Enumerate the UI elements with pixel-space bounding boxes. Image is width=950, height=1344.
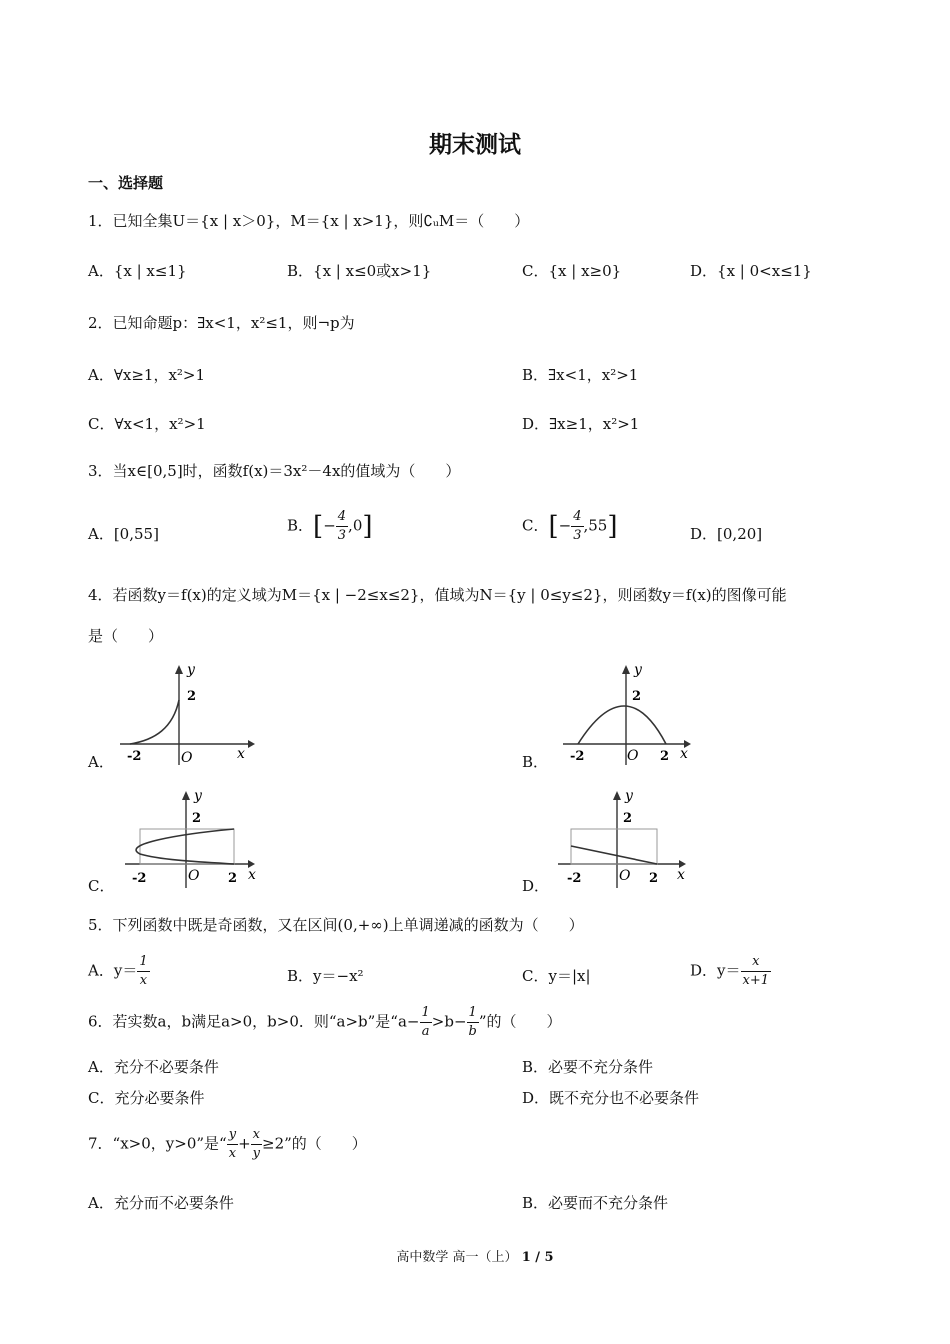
q3-b-den: 3 [337,528,347,543]
q3-option-b-label: B． [287,516,314,535]
q6-num-2: 1 [467,1004,479,1023]
q7-pre: 7．“x>0，y>0”是“ [88,1134,227,1153]
graph-b [558,660,698,770]
graph-b-y-label: y [634,662,642,678]
section-heading: 一、选择题 [88,174,164,192]
q7-num-1: y [227,1126,238,1145]
graph-d-2x-label: 2 [649,871,659,886]
q3-c-right: ,55 [583,516,608,535]
graph-b-2x-label: 2 [660,749,670,764]
q5-a-label: A． [88,961,114,980]
q5-a-num: 1 [137,953,149,972]
q6-mid: >b− [431,1012,467,1031]
graph-b-origin: O [627,748,639,764]
q5-d-num: x [741,953,772,972]
graph-d-2-label: 2 [623,811,633,826]
q5-a-fraction [137,953,149,990]
graph-c-neg2: -2 [132,871,147,886]
q6-option-b: B．必要不充分条件 [522,1058,654,1076]
q7-option-a: A．充分而不必要条件 [88,1194,234,1212]
q6-frac-1 [420,1004,432,1041]
q6-option-d: D．既不充分也不必要条件 [522,1089,700,1107]
graph-c-y-label: y [194,788,202,804]
graph-a-neg2: -2 [127,749,142,764]
graph-d-y-label: y [625,788,633,804]
question-4: 4．若函数y＝f(x)的定义域为M＝{x | −2≤x≤2}，值域为N＝{y | 0≤y≤2}，则函数y＝f(x)的图像可能 [88,586,787,604]
graph-c-x-label: x [248,867,256,883]
q5-option-d [690,953,771,990]
q3-option-c-label: C． [522,516,549,535]
q2-option-c: C．∀x<1，x²>1 [88,415,206,433]
q4-option-b: B． [522,753,549,771]
graph-a-2-label: 2 [187,689,197,704]
footer-course: 高中数学 高一（上） [396,1250,518,1265]
graph-a-origin: O [181,750,193,766]
q2-option-d: D．∃x≥1，x²>1 [522,415,640,433]
q3-b-num: 4 [336,508,348,527]
q5-a-pre: y＝ [113,961,138,980]
q6-den-2: b [468,1024,477,1039]
q7-den-1: x [228,1146,237,1161]
q5-a-den: x [139,973,148,988]
graph-a-x-label: x [237,746,245,762]
q5-option-a [88,953,150,990]
page-footer [0,1246,950,1265]
q7-frac-1 [227,1126,238,1163]
q3-option-b: B．[− $\frac{4}{3}$ ,0] [287,509,373,543]
page-title: 期末测试 [429,132,521,158]
question-2: 2．已知命题p：∃x<1，x²≤1，则¬p为 [88,314,355,332]
q6-pre: 6．若实数a，b满足a>0，b>0．则“a>b”是“a− [88,1012,420,1031]
q1-option-b: B．{x | x≤0或x>1} [287,262,432,280]
question-5: 5．下列函数中既是奇函数，又在区间(0,+∞)上单调递减的函数为（ ） [88,916,584,934]
q4-option-a: A． [88,753,114,771]
graph-b-x-label: x [680,746,688,762]
q3-b-right: ,0 [348,516,363,535]
q5-option-c: C．y＝|x| [522,967,591,985]
q7-post: ≥2”的（ ） [262,1134,367,1153]
graph-d [553,784,698,894]
graph-d-origin: O [619,868,631,884]
q7-option-b: B．必要而不充分条件 [522,1194,669,1212]
graph-c-origin: O [188,868,200,884]
question-6 [88,1004,562,1041]
q6-frac-2 [467,1004,479,1041]
q3-option-c: C．[− $\frac{4}{3}$ ,55] [522,509,618,543]
footer-page-number: 1 / 5 [521,1250,554,1265]
q3-b-fraction [336,508,348,545]
q2-option-b: B．∃x<1，x²>1 [522,366,639,384]
question-3: 3．当x∈[0,5]时，函数f(x)＝3x²－4x的值域为（ ） [88,462,461,480]
q5-option-b: B．y＝−x² [287,967,364,985]
graph-d-neg2: -2 [567,871,582,886]
q5-d-fraction [741,953,772,990]
q2-option-a: A．∀x≥1，x²>1 [88,366,206,384]
q3-c-num: 4 [571,508,583,527]
q1-option-c: C．{x | x≥0} [522,262,622,280]
q3-b-minus: − [323,516,336,535]
question-4-cont: 是（ ） [88,627,164,645]
q6-post: ”的（ ） [478,1012,562,1031]
q7-frac-2 [251,1126,262,1163]
q3-c-den: 3 [573,528,582,543]
q6-option-a: A．充分不必要条件 [88,1058,219,1076]
q4-option-d: D． [522,877,550,895]
q7-plus: + [238,1134,251,1153]
q3-c-fraction [571,508,583,545]
q6-den-1: a [421,1024,430,1039]
graph-b-2-label: 2 [632,689,642,704]
question-1: 1．已知全集U＝{x | x＞0}，M＝{x | x>1}，则∁ᵤM＝（ ） [88,212,530,230]
graph-c-2-label: 2 [192,811,202,826]
q7-den-2: y [252,1146,261,1161]
q3-option-d: D．[0,20] [690,525,763,543]
q6-num-1: 1 [420,1004,432,1023]
q1-option-d: D．{x | 0<x≤1} [690,262,812,280]
q3-option-a: A．[0,55] [88,525,159,543]
graph-b-neg2: -2 [570,749,585,764]
q7-num-2: x [251,1126,262,1145]
q1-option-a: A．{x | x≤1} [88,262,187,280]
q5-d-label: D． [690,961,718,980]
graph-a-y-label: y [187,662,195,678]
question-7 [88,1126,367,1163]
q5-d-den: x+1 [742,973,770,988]
q3-c-minus: − [558,516,572,535]
graph-c [120,784,265,894]
q6-option-c: C．充分必要条件 [88,1089,205,1107]
graph-a [115,660,255,770]
q4-option-c: C． [88,877,115,895]
q5-d-pre: y＝ [717,961,741,980]
graph-c-2x-label: 2 [228,871,238,886]
graph-d-x-label: x [677,867,685,883]
